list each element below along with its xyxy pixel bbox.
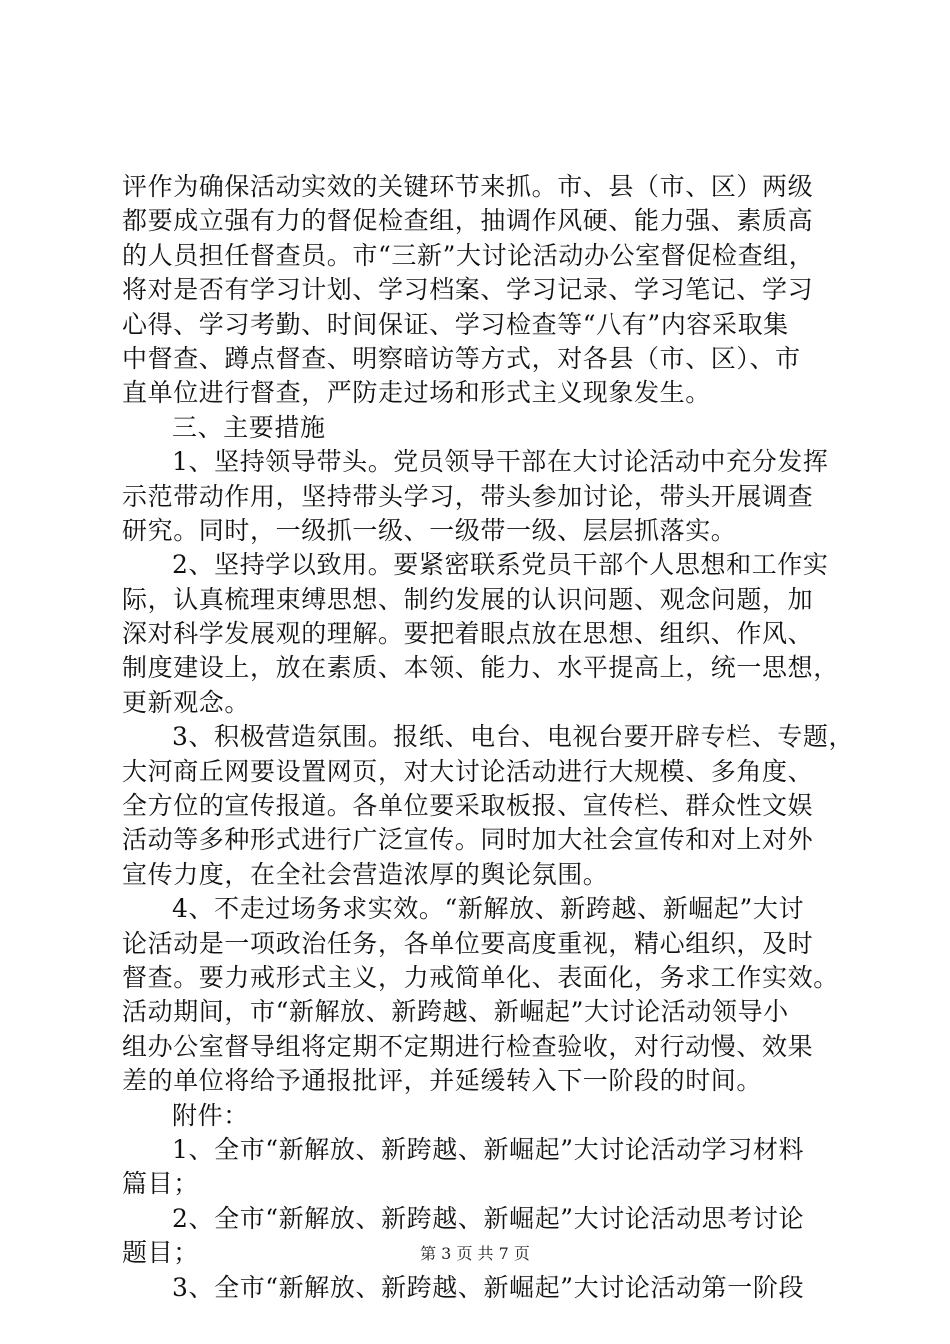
text-line: 深对科学发展观的理解。要把着眼点放在思想、组织、作风、 (122, 619, 814, 649)
text-line: 差的单位将给予通报批评，并延缓转入下一阶段的时间。 (122, 1066, 763, 1096)
text-line: 活动期间，市“新解放、新跨越、新崛起”大讨论活动领导小 (122, 997, 789, 1027)
text-line: 附件： (172, 1100, 249, 1130)
text-line: 论活动是一项政治任务，各单位要高度重视，精心组织，及时 (122, 928, 814, 958)
text-line: 际，认真梳理束缚思想、制约发展的认识问题、观念问题，加 (122, 584, 814, 614)
text-line: 3、全市“新解放、新跨越、新崛起”大讨论活动第一阶段 (172, 1272, 805, 1302)
text-line: 心得、学习考勤、时间保证、学习检查等“八有”内容采取集 (122, 309, 789, 339)
text-line: 评作为确保活动实效的关键环节来抓。市、县（市、区）两级 (122, 172, 814, 201)
document-body (122, 170, 855, 1305)
text-line: 大河商丘网要设置网页，对大讨论活动进行大规模、多角度、 (122, 756, 814, 786)
page-footer: 第 3 页 共 7 页 (420, 1244, 530, 1263)
text-line: 全方位的宣传报道。各单位要采取板报、宣传栏、群众性文娱 (122, 791, 814, 821)
text-line: 组办公室督导组将定期不定期进行检查验收，对行动慢、效果 (122, 1031, 814, 1061)
text-line: 题目； (122, 1238, 199, 1268)
text-line: 4、不走过场务求实效。“新解放、新跨越、新崛起”大讨 (172, 894, 805, 924)
text-line: 2、全市“新解放、新跨越、新崛起”大讨论活动思考讨论 (172, 1203, 805, 1233)
text-line: 制度建设上，放在素质、本领、能力、水平提高上，统一思想， (122, 653, 839, 683)
text-line: 1、全市“新解放、新跨越、新崛起”大讨论活动学习材料 (172, 1134, 805, 1164)
text-line: 都要成立强有力的督促检查组，抽调作风硬、能力强、素质高 (122, 206, 814, 236)
text-line: 更新观念。 (122, 687, 251, 717)
text-line: 督查。要力戒形式主义，力戒简单化、表面化，务求工作实效。 (122, 962, 839, 992)
text-line: 三、主要措施 (172, 412, 326, 442)
text-line: 活动等多种形式进行广泛宣传。同时加大社会宣传和对上对外 (122, 825, 814, 855)
text-line: 直单位进行督查，严防走过场和形式主义现象发生。 (122, 378, 711, 408)
text-line: 篇目； (122, 1169, 199, 1199)
text-line: 示范带动作用，坚持带头学习，带头参加讨论，带头开展调查 (122, 481, 814, 511)
text-line: 研究。同时，一级抓一级、一级带一级、层层抓落实。 (122, 515, 737, 545)
text-line: 1、坚持领导带头。党员领导干部在大讨论活动中充分发挥 (172, 447, 829, 477)
text-line: 3、积极营造氛围。报纸、电台、电视台要开辟专栏、专题， (172, 722, 855, 752)
text-line: 将对是否有学习计划、学习档案、学习记录、学习笔记、学习 (122, 275, 814, 305)
text-line: 的人员担任督查员。市“三新”大讨论活动办公室督促检查组， (122, 240, 815, 270)
text-line: 2、坚持学以致用。要紧密联系党员干部个人思想和工作实 (172, 550, 829, 580)
text-line: 中督查、蹲点督查、明察暗访等方式，对各县（市、区）、市 (122, 343, 801, 373)
text-line: 宣传力度，在全社会营造浓厚的舆论氛围。 (122, 859, 609, 889)
